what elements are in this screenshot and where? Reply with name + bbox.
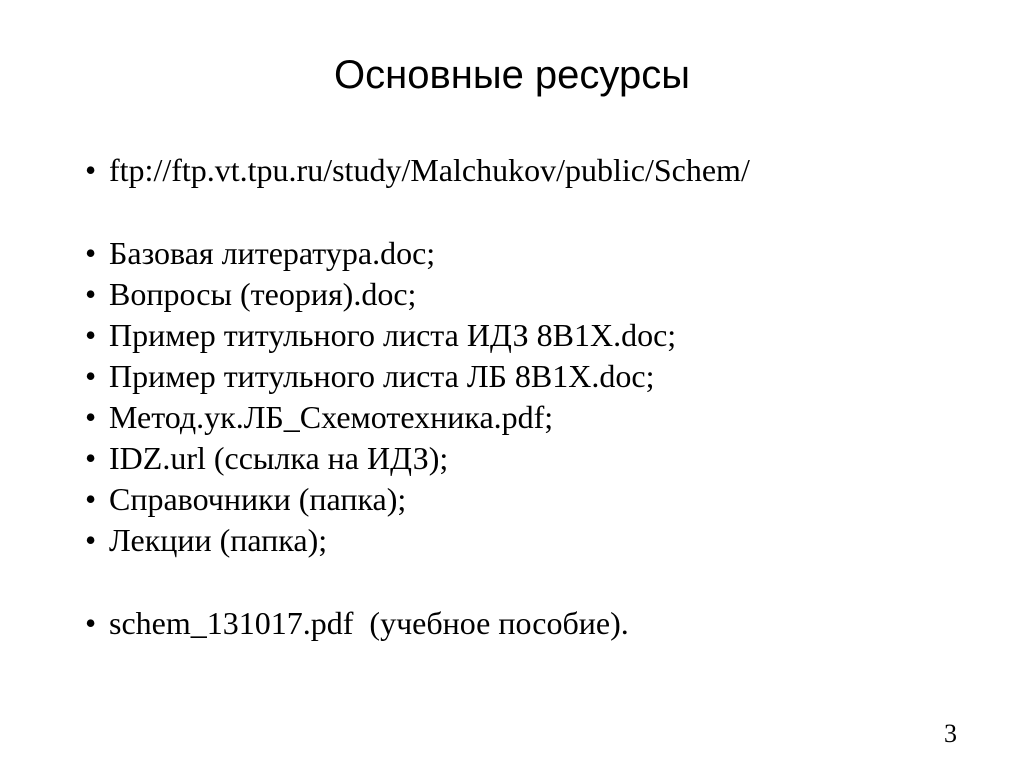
list-item bbox=[85, 315, 676, 355]
slide-title: Основные ресурсы bbox=[334, 53, 690, 97]
list-item bbox=[85, 479, 406, 519]
bullet-icon: • bbox=[85, 440, 97, 476]
list-item bbox=[85, 233, 435, 273]
bullet-icon: • bbox=[85, 605, 97, 641]
list-item bbox=[85, 603, 629, 643]
list-item bbox=[85, 438, 448, 478]
list-item bbox=[85, 274, 416, 314]
bullet-icon: • bbox=[85, 152, 97, 188]
page-number: 3 bbox=[944, 719, 957, 748]
list-item-text: Лекции (папка); bbox=[109, 522, 328, 558]
bullet-icon: • bbox=[85, 276, 97, 312]
list-item bbox=[85, 520, 327, 560]
list-item-text: Метод.ук.ЛБ_Схемотехника.pdf; bbox=[109, 399, 554, 435]
list-item-text: Справочники (папка); bbox=[109, 481, 407, 517]
list-item-text: Пример титульного листа ИДЗ 8В1X.doc; bbox=[109, 317, 677, 353]
list-item bbox=[85, 397, 553, 437]
list-item-text: IDZ.url (ссылка на ИДЗ); bbox=[109, 440, 449, 476]
list-item-text: schem_131017.pdf (учебное пособие). bbox=[109, 605, 629, 641]
list-item-text: Вопросы (теория).doc; bbox=[109, 276, 417, 312]
list-item bbox=[85, 150, 750, 190]
list-item-text: ftp://ftp.vt.tpu.ru/study/Malchukov/public/Schem/ bbox=[109, 152, 750, 188]
bullet-icon: • bbox=[85, 481, 97, 517]
bullet-icon: • bbox=[85, 317, 97, 353]
bullet-icon: • bbox=[85, 235, 97, 271]
bullet-icon: • bbox=[85, 358, 97, 394]
bullet-icon: • bbox=[85, 399, 97, 435]
list-item-text: Пример титульного листа ЛБ 8В1X.doc; bbox=[109, 358, 655, 394]
list-item bbox=[85, 356, 654, 396]
bullet-icon: • bbox=[85, 522, 97, 558]
list-item-text: Базовая литература.doc; bbox=[109, 235, 436, 271]
